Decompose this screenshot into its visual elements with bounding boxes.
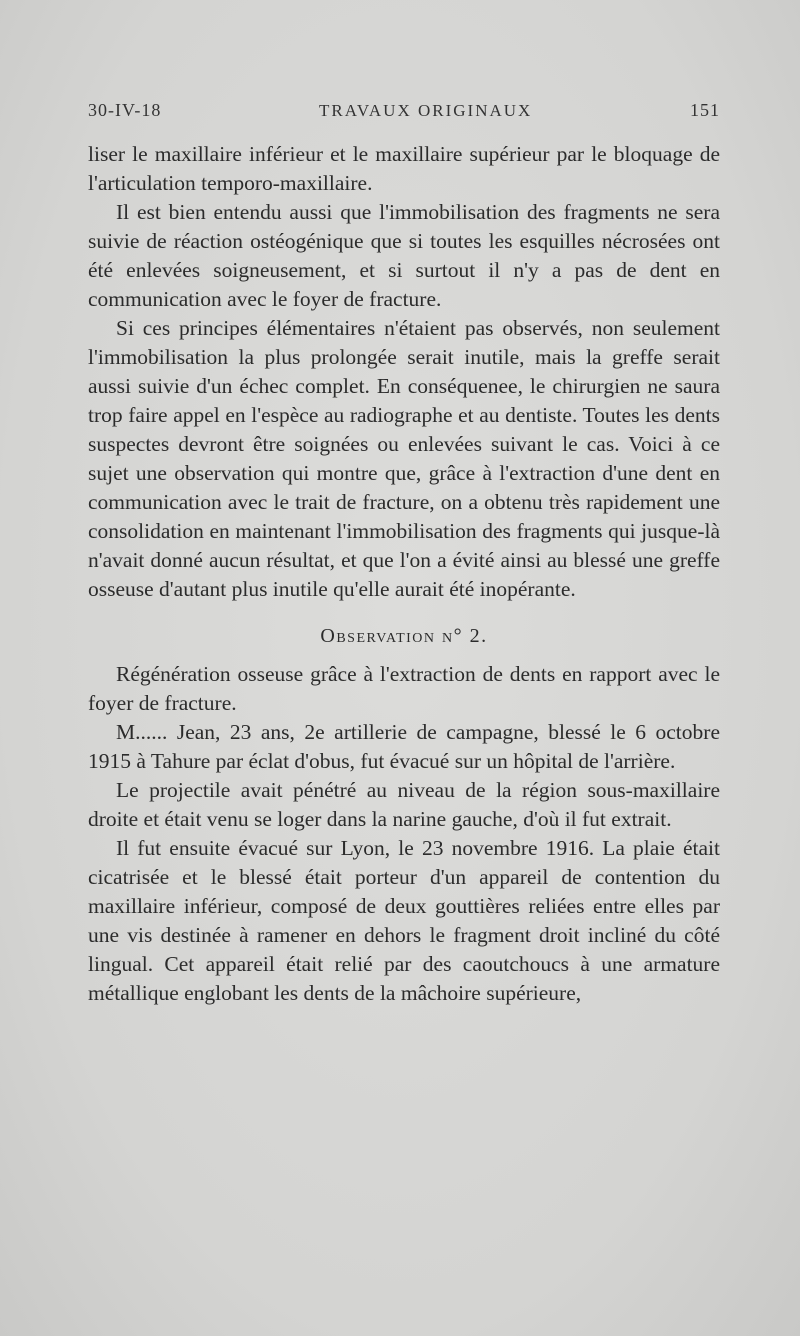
header-title: TRAVAUX ORIGINAUX [319,101,533,120]
header-date: 30-IV-18 [88,100,162,120]
body-text [88,140,720,1008]
paragraph: Le projectile avait pénétré au niveau de la région sous-maxillaire droite et était venu se loger dans la narine gauche, d'où il fut extrait. [88,778,720,831]
observation-subtitle: Régénération osseuse grâce à l'extraction de dents en rapport avec le foyer de fracture. [88,662,720,715]
paragraph: Si ces principes élémentaires n'étaient pas observés, non seulement l'immobilisation la plus prolongée serait inutile, mais la greffe serait aussi suivie d'un échec complet. En conséquenee, le chirurgien ne saura trop faire appel en l'espèce au radiographe et au dentiste. Toutes les dents suspectes devront être soignées ou enlevées suivant le cas. Voici à ce sujet une observation qui montre que, grâce à l'extraction d'une dent en communication avec le trait de fracture, on a obtenu très rapidement une consolidation en maintenant l'immobilisation des fragments qui jusque-là n'avait donné aucun résultat, et que l'on a évité ainsi au blessé une greffe osseuse d'autant plus inutile qu'elle aurait été inopérante. [88,316,720,601]
running-head [88,100,720,140]
page-number: 151 [689,100,720,120]
book-page [88,100,720,1008]
observation-heading: Observation n° 2. [320,625,488,647]
paragraph: Il fut ensuite évacué sur Lyon, le 23 novembre 1916. La plaie était cicatrisée et le blessé était porteur d'un appareil de contention du maxillaire inférieur, composé de deux gouttières reliées entre elles par une vis destinée à ramener en dehors le fragment droit incliné du côté lingual. Cet appareil était relié par des caoutchoucs à une armature métallique englobant les dents de la mâchoire supérieure, [88,836,720,1005]
paragraph: M...... Jean, 23 ans, 2e artillerie de campagne, blessé le 6 octobre 1915 à Tahure par éclat d'obus, fut évacué sur un hôpital de l'arrière. [88,720,720,773]
paragraph: Il est bien entendu aussi que l'immobilisation des fragments ne sera suivie de réaction ostéogénique que si toutes les esquilles nécrosées ont été enlevées soigneusement, et si surtout il n'y a pas de dent en communication avec le foyer de fracture. [88,200,720,311]
paragraph: liser le maxillaire inférieur et le maxillaire supérieur par le bloquage de l'articulation temporo-maxillaire. [88,142,720,195]
